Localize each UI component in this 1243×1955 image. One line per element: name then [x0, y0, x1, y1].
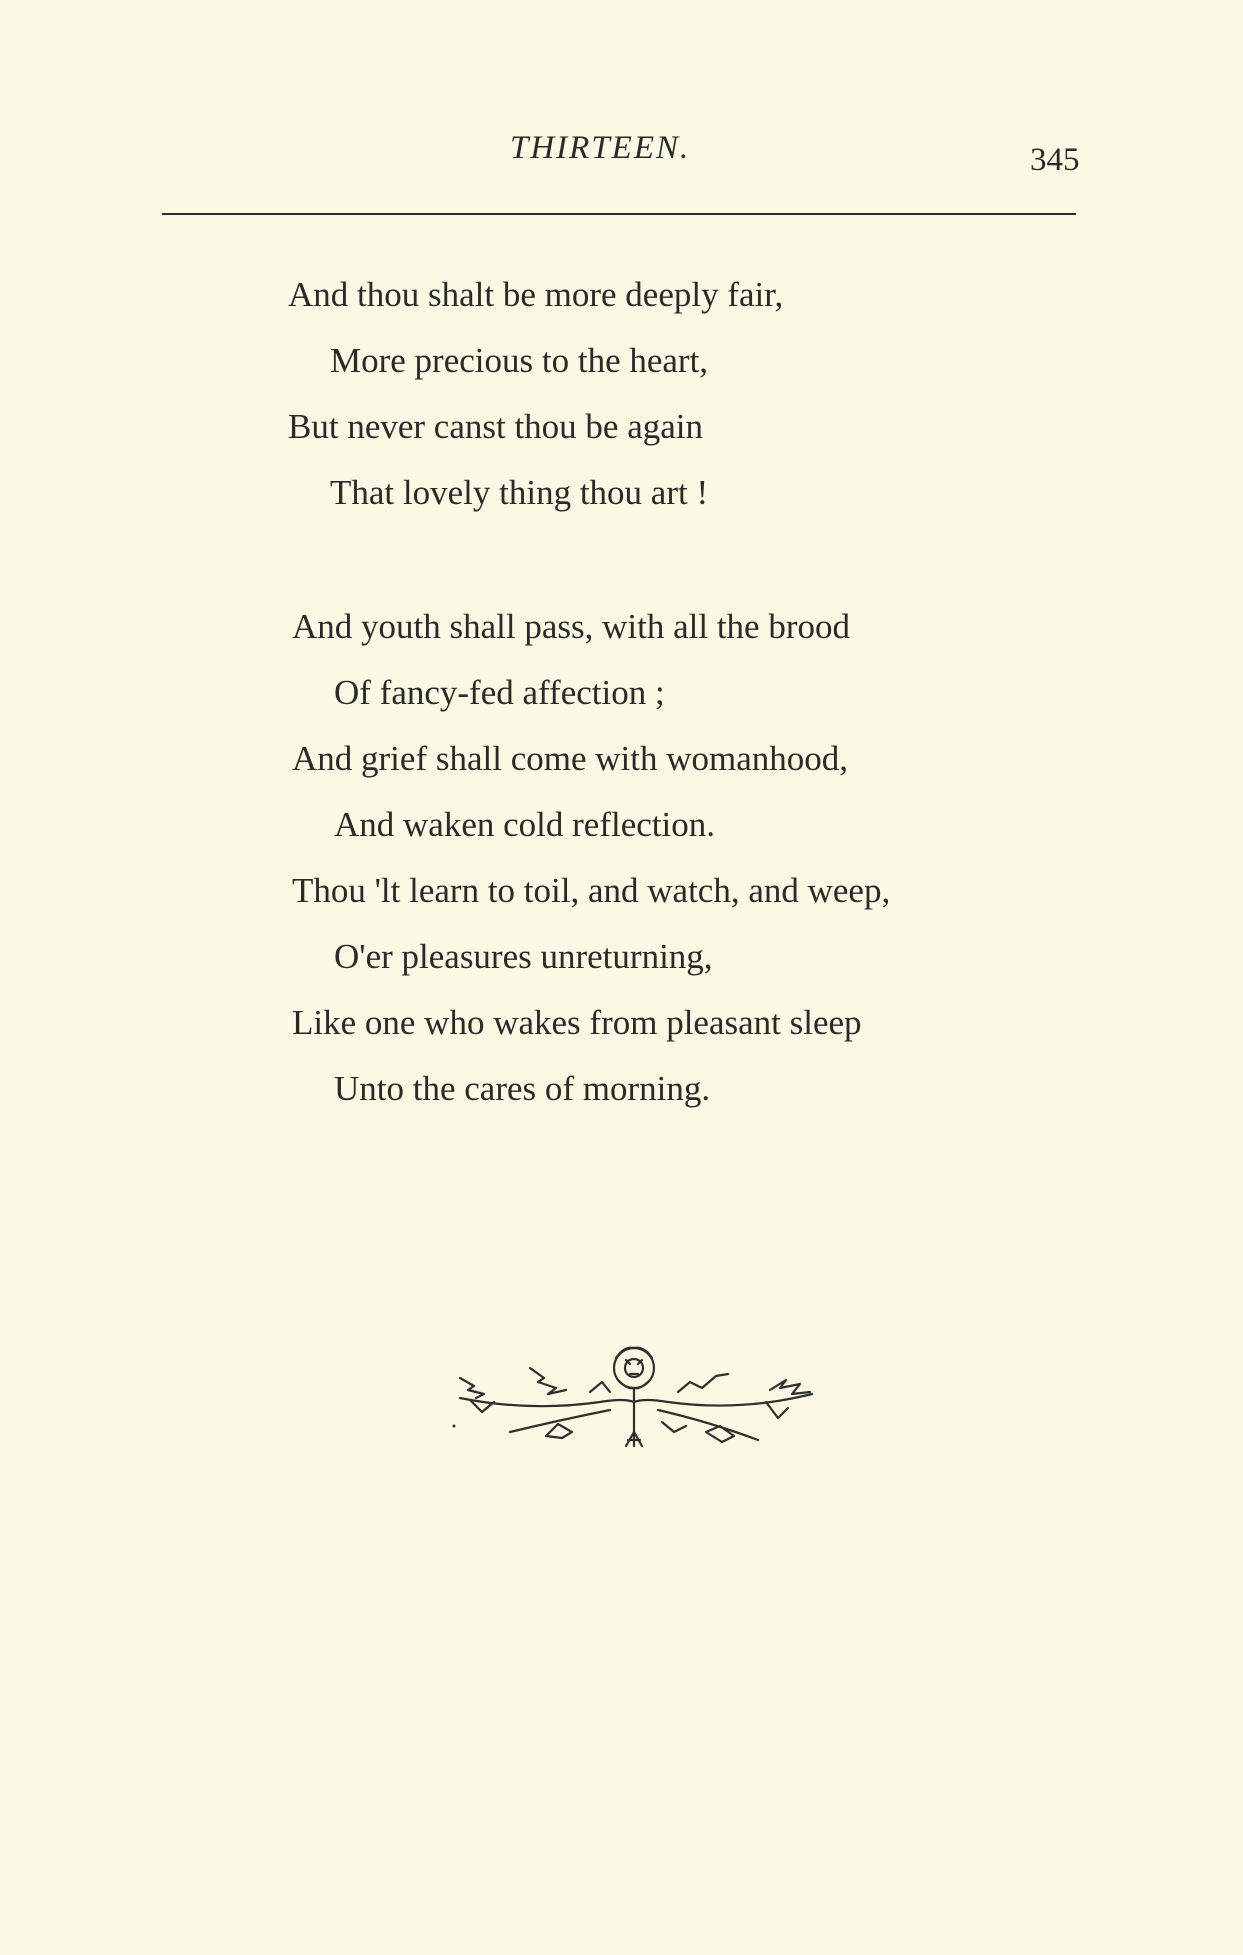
- stanza-2: [0, 594, 890, 1122]
- page-number: 345: [1030, 142, 1080, 178]
- verse-line: And thou shalt be more deeply fair,: [288, 275, 784, 314]
- running-title: THIRTEEN.: [510, 130, 691, 166]
- verse-line: And youth shall pass, with all the brood: [292, 607, 851, 646]
- verse-line: Unto the cares of morning.: [334, 1069, 711, 1108]
- header-rule: [162, 213, 1076, 215]
- verse-line: More precious to the heart,: [330, 341, 709, 380]
- floral-tailpiece-icon: [440, 1328, 830, 1458]
- verse-line: That lovely thing thou art !: [330, 473, 709, 512]
- verse-line: Thou 'lt learn to toil, and watch, and weep,: [292, 871, 891, 910]
- verse-line: But never canst thou be again: [288, 407, 704, 446]
- verse-line: And grief shall come with womanhood,: [292, 739, 849, 778]
- stanza-1: [0, 262, 783, 526]
- verse-line: And waken cold reflection.: [334, 805, 715, 844]
- verse-line: Of fancy-fed affection ;: [334, 673, 665, 712]
- running-head: [0, 130, 1243, 178]
- verse-line: O'er pleasures unreturning,: [334, 937, 713, 976]
- verse-line: Like one who wakes from pleasant sleep: [292, 1003, 862, 1042]
